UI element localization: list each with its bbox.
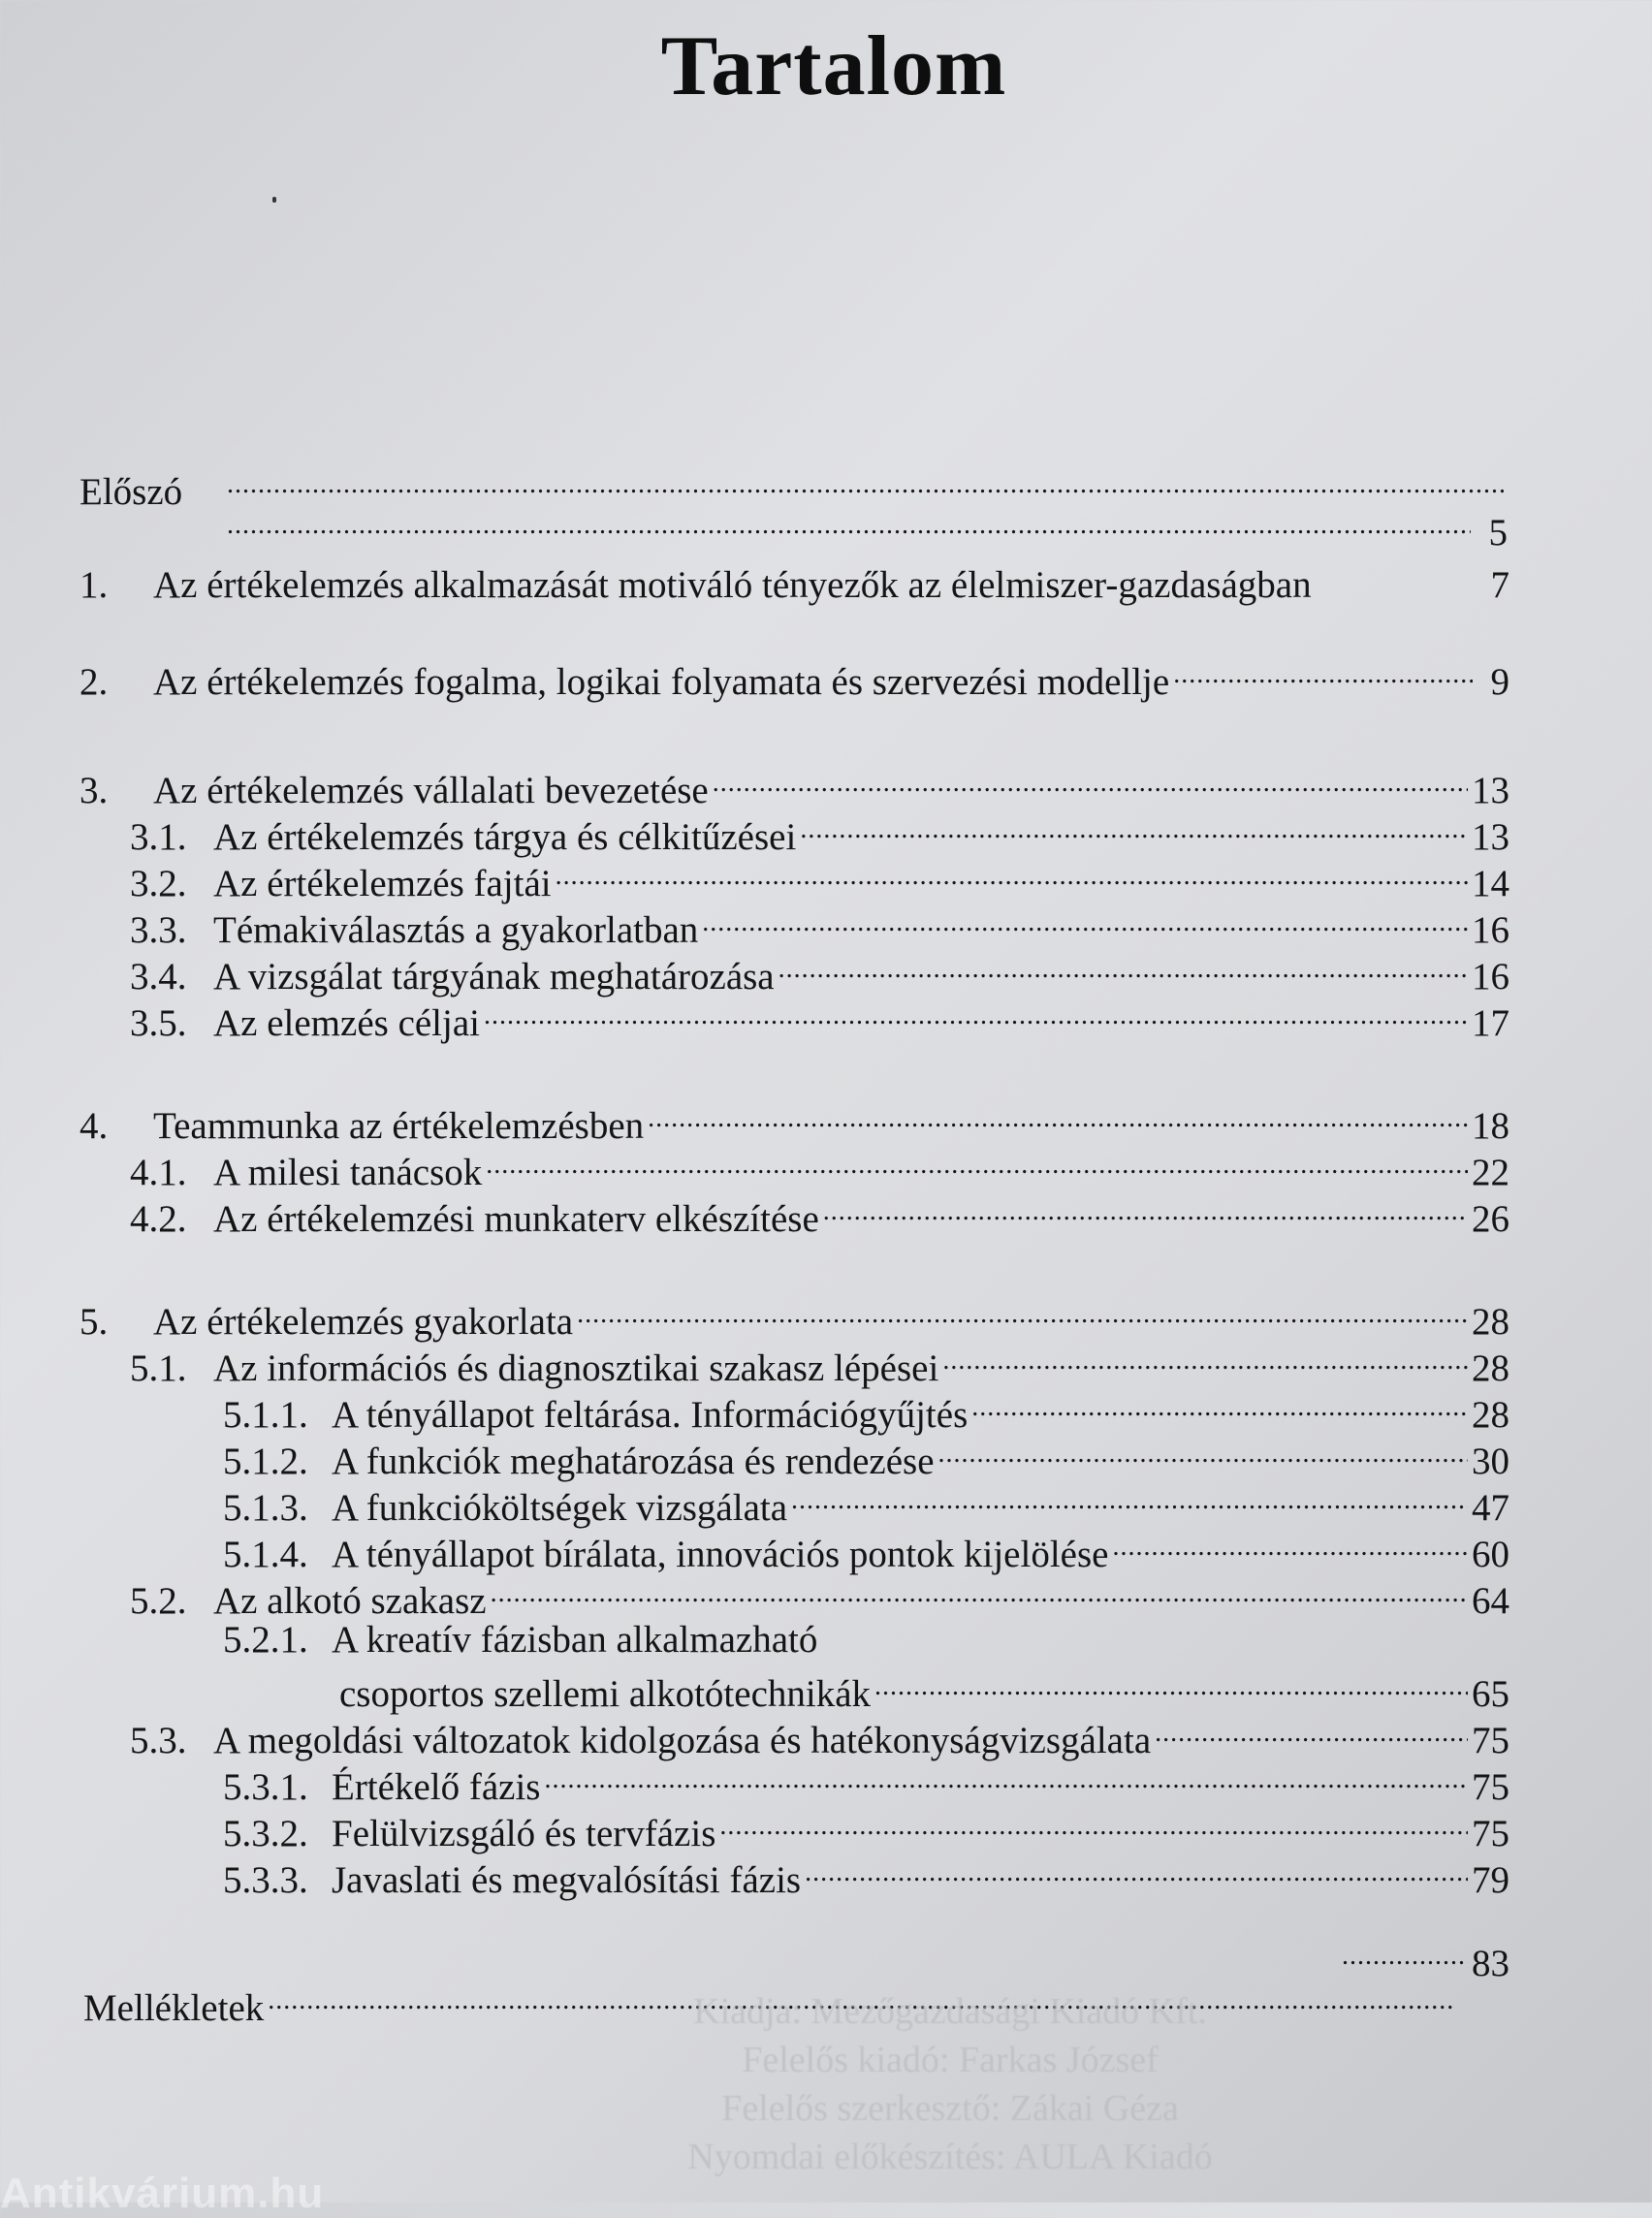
toc-entry-label: Az értékelemzés tárgya és célkitűzései bbox=[213, 816, 797, 858]
toc-entry-eloszo-leader bbox=[223, 461, 1508, 504]
toc-page-number: 65 bbox=[1472, 1673, 1509, 1715]
toc-page-number: 13 bbox=[1472, 816, 1509, 858]
toc-entry-label: Az értékelemzés gyakorlata bbox=[153, 1301, 574, 1343]
toc-page-number: 60 bbox=[1472, 1534, 1509, 1575]
toc-dot-leader bbox=[800, 807, 1468, 849]
toc-page-number: 64 bbox=[1472, 1580, 1509, 1622]
toc-page-number: 13 bbox=[1472, 770, 1509, 811]
toc-page-number: 26 bbox=[1472, 1198, 1509, 1240]
toc-page-number: 79 bbox=[1472, 1859, 1509, 1901]
toc-entry-number: 5.1.1. bbox=[223, 1394, 308, 1436]
toc-entry-number: 5.1.3. bbox=[223, 1487, 308, 1529]
toc-entry-number: 2. bbox=[79, 661, 109, 703]
toc-entry-label: A funkciók meghatározása és rendezése bbox=[332, 1441, 935, 1482]
toc-page-number: 22 bbox=[1472, 1152, 1509, 1193]
toc-entry-label: A kreatív fázisban alkalmazható bbox=[332, 1619, 818, 1661]
toc-entry-section-3-5 bbox=[130, 993, 1509, 1045]
toc-entry-subsection-5-3-2 bbox=[223, 1803, 1509, 1855]
toc-entry-label: A funkcióköltségek vizsgálata bbox=[332, 1487, 788, 1529]
toc-dot-leader bbox=[713, 760, 1468, 803]
toc-dot-leader bbox=[971, 1384, 1468, 1427]
toc-entry-label: Az értékelemzés vállalati bevezetése bbox=[153, 770, 709, 811]
toc-entry-label: Témakiválasztás a gyakorlatban bbox=[213, 909, 699, 951]
toc-entry-number: 5.1. bbox=[130, 1347, 187, 1389]
toc-entry-subsection-5-1-1 bbox=[223, 1384, 1509, 1437]
toc-entry-section-3-3 bbox=[130, 900, 1509, 952]
toc-page-number: 28 bbox=[1472, 1394, 1509, 1436]
toc-entry-subsection-5-3-3 bbox=[223, 1850, 1509, 1902]
toc-dot-leader bbox=[1316, 554, 1473, 597]
toc-page-number: 47 bbox=[1472, 1487, 1509, 1529]
colophon-line: Felelős szerkesztő: Zákai Géza bbox=[721, 2088, 1179, 2129]
toc-entry-label: Az értékelemzés fogalma, logikai folyamata és szervezési modellje bbox=[153, 661, 1170, 703]
toc-page-number: 18 bbox=[1472, 1105, 1509, 1147]
toc-entry-number: 4.1. bbox=[130, 1152, 187, 1193]
toc-entry-label: A tényállapot feltárása. Információgyűjtés bbox=[332, 1394, 969, 1436]
toc-dot-leader bbox=[486, 1142, 1468, 1185]
toc-entry-chapter-3 bbox=[79, 760, 1509, 812]
toc-entry-chapter-4 bbox=[79, 1095, 1509, 1148]
toc-entry-label: Az elemzés céljai bbox=[213, 1002, 480, 1044]
colophon-line: Kiadja: Mezőgazdasági Kiadó Kft. bbox=[693, 1991, 1207, 2032]
toc-page-number: 75 bbox=[1472, 1720, 1509, 1761]
toc-entry-label: A megoldási változatok kidolgozása és hatékonyságvizsgálata bbox=[213, 1720, 1152, 1761]
toc-page-number: 75 bbox=[1472, 1813, 1509, 1854]
page-title: Tartalom bbox=[660, 19, 1007, 113]
toc-entry-label: Az értékelemzés fajtái bbox=[213, 863, 552, 904]
toc-entry-label: Teammunka az értékelemzésben bbox=[153, 1105, 645, 1147]
toc-entry-subsection-5-2-1 bbox=[223, 1619, 1509, 1662]
show-through-colophon bbox=[620, 1987, 1280, 2181]
toc-entry-number: 5.3.1. bbox=[223, 1766, 308, 1808]
toc-page-number: 28 bbox=[1472, 1301, 1509, 1343]
toc-entry-subsection-5-1-2 bbox=[223, 1431, 1509, 1483]
toc-entry-label: Az alkotó szakasz bbox=[213, 1580, 487, 1622]
toc-dot-leader bbox=[1112, 1524, 1468, 1567]
toc-page-number: 83 bbox=[1472, 1943, 1509, 1984]
toc-entry-subsection-5-1-4 bbox=[223, 1524, 1509, 1576]
toc-entry-number: 3.1. bbox=[130, 816, 187, 858]
toc-dot-leader bbox=[719, 1803, 1468, 1846]
toc-dot-leader bbox=[702, 900, 1468, 942]
toc-dot-leader bbox=[874, 1664, 1468, 1706]
toc-dot-leader bbox=[544, 1757, 1468, 1799]
toc-entry-section-5-3 bbox=[130, 1710, 1509, 1762]
toc-entry-number: 5.2. bbox=[130, 1580, 187, 1622]
toc-entry-subsection-5-1-3 bbox=[223, 1477, 1509, 1530]
colophon-line: Felelős kiadó: Farkas József bbox=[742, 2040, 1159, 2080]
toc-entry-label: Az értékelemzési munkaterv elkészítése bbox=[213, 1198, 819, 1240]
toc-entry-label: Értékelő fázis bbox=[332, 1766, 541, 1808]
toc-entry-label: A milesi tanácsok bbox=[213, 1152, 483, 1193]
toc-entry-subsection-5-3-1 bbox=[223, 1757, 1509, 1809]
toc-page-number: 28 bbox=[1472, 1347, 1509, 1389]
toc-entry-label: Javaslati és megvalósítási fázis bbox=[332, 1859, 802, 1901]
site-watermark: Antikvárium.hu bbox=[0, 2170, 325, 2217]
toc-dot-leader bbox=[491, 1570, 1468, 1613]
toc-entry-section-3-1 bbox=[130, 807, 1509, 859]
toc-dot-leader bbox=[227, 461, 1504, 504]
toc-entry-number: 3. bbox=[79, 770, 109, 811]
toc-dot-leader bbox=[823, 1188, 1468, 1231]
toc-dot-leader bbox=[778, 946, 1468, 989]
toc-entry-section-4-2 bbox=[130, 1188, 1509, 1241]
toc-page-number: 14 bbox=[1472, 863, 1509, 904]
colophon-line: Nyomdai előkészítés: AULA Kiadó bbox=[687, 2137, 1213, 2177]
toc-entry-label: Felülvizsgáló és tervfázis bbox=[332, 1813, 716, 1854]
toc-entry-number: 3.2. bbox=[130, 863, 187, 904]
toc-entry-eloszo-cont bbox=[223, 502, 1508, 554]
toc-entry-label: A vizsgálat tárgyának meghatározása bbox=[213, 956, 775, 998]
toc-entry-number: 5.2.1. bbox=[223, 1619, 308, 1661]
toc-page-number: 7 bbox=[1490, 564, 1509, 606]
toc-entry-chapter-5 bbox=[79, 1291, 1509, 1344]
toc-entry-section-5-2 bbox=[130, 1570, 1509, 1623]
toc-dot-leader bbox=[1342, 1933, 1468, 1976]
toc-dot-leader bbox=[938, 1431, 1468, 1473]
toc-page-number: 5 bbox=[1488, 512, 1508, 554]
toc-entry-label: Az értékelemzés alkalmazását motiváló tényezők az élelmiszer-gazdaságban bbox=[153, 564, 1312, 606]
toc-dot-leader bbox=[577, 1291, 1468, 1334]
toc-entry-label: Az információs és diagnosztikai szakasz lépései bbox=[213, 1347, 939, 1389]
toc-entry-number: 4. bbox=[79, 1105, 109, 1147]
toc-dot-leader bbox=[805, 1850, 1468, 1892]
toc-entry-subsection-5-2-1-cont bbox=[339, 1664, 1509, 1716]
toc-dot-leader bbox=[484, 993, 1468, 1035]
toc-entry-label: Előszó bbox=[79, 471, 183, 513]
toc-dot-leader bbox=[1155, 1710, 1468, 1753]
toc-entry-number: 3.5. bbox=[130, 1002, 187, 1044]
toc-entry-label: Mellékletek bbox=[83, 1987, 265, 2029]
toc-entry-label: csoportos szellemi alkotótechnikák bbox=[339, 1673, 872, 1715]
toc-entry-chapter-1 bbox=[79, 554, 1509, 607]
toc-page-number: 75 bbox=[1472, 1766, 1509, 1808]
toc-page-number: 17 bbox=[1472, 1002, 1509, 1044]
toc-dot-leader bbox=[227, 502, 1471, 545]
toc-entry-section-4-1 bbox=[130, 1142, 1509, 1194]
toc-entry-number: 5.3.3. bbox=[223, 1859, 308, 1901]
toc-entry-number: 5.1.4. bbox=[223, 1534, 308, 1575]
toc-dot-leader bbox=[556, 853, 1468, 896]
toc-page-number: 16 bbox=[1472, 956, 1509, 998]
toc-dot-leader bbox=[791, 1477, 1468, 1520]
toc-entry-number: 5. bbox=[79, 1301, 109, 1343]
toc-dot-leader bbox=[942, 1338, 1468, 1380]
toc-entry-number: 4.2. bbox=[130, 1198, 187, 1240]
toc-entry-chapter-2 bbox=[79, 651, 1509, 704]
toc-page-number: 16 bbox=[1472, 909, 1509, 951]
toc-entry-number: 3.4. bbox=[130, 956, 187, 998]
toc-page-number: 9 bbox=[1490, 661, 1509, 703]
toc-entry-number: 5.1.2. bbox=[223, 1441, 308, 1482]
toc-entry-section-3-2 bbox=[130, 853, 1509, 905]
toc-dot-leader bbox=[648, 1095, 1468, 1138]
toc-entry-label: A tényállapot bírálata, innovációs pontok kijelölése bbox=[332, 1534, 1109, 1575]
toc-entry-number: 5.3. bbox=[130, 1720, 187, 1761]
toc-page-number: 30 bbox=[1472, 1441, 1509, 1482]
toc-entry-number: 5.3.2. bbox=[223, 1813, 308, 1854]
toc-entry-number: 3.3. bbox=[130, 909, 187, 951]
toc-entry-section-5-1 bbox=[130, 1338, 1509, 1390]
toc-entry-section-3-4 bbox=[130, 946, 1509, 998]
toc-dot-leader bbox=[1173, 651, 1473, 694]
toc-entry-number: 1. bbox=[79, 564, 109, 606]
